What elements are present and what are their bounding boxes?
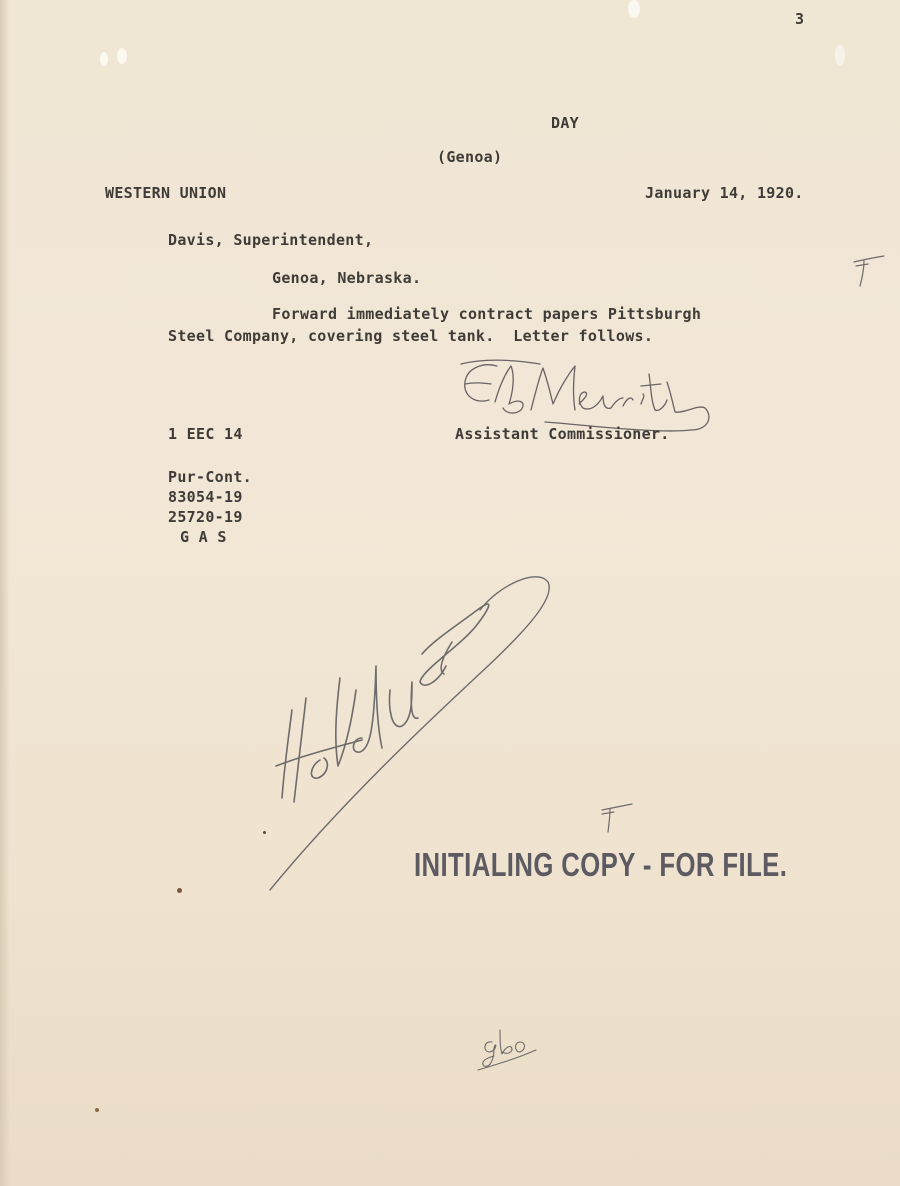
carrier-name: WESTERN UNION — [105, 184, 227, 202]
pencil-filing-initials — [472, 1020, 542, 1076]
pencil-initial-mark — [850, 252, 890, 292]
station-name: (Genoa) — [437, 148, 503, 166]
body-line-2: Steel Company, covering steel tank. Letter follows. — [168, 327, 654, 345]
file-ref-1: Pur-Cont. — [168, 468, 252, 486]
filing-stamp: INITIALING COPY - FOR FILE. — [414, 846, 788, 883]
reference-code: 1 EEC 14 — [168, 425, 243, 443]
recipient-location: Genoa, Nebraska. — [272, 269, 422, 287]
recipient-name: Davis, Superintendent, — [168, 231, 374, 249]
body-line-1: Forward immediately contract papers Pittsburgh — [272, 305, 702, 323]
page-number: 3 — [795, 10, 805, 28]
file-ref-4: G A S — [180, 528, 227, 546]
pencil-initial-mark — [598, 800, 638, 836]
paper-speck — [95, 1108, 99, 1112]
paper-tear — [628, 0, 640, 18]
paper-tear — [100, 52, 108, 66]
paper-edge — [0, 0, 10, 1186]
file-ref-2: 83054-19 — [168, 488, 243, 506]
service-type: DAY — [551, 114, 579, 132]
paper-tear — [117, 48, 127, 64]
signatory-title: Assistant Commissioner. — [455, 425, 670, 443]
paper-speck — [177, 888, 182, 893]
letter-date: January 14, 1920. — [645, 184, 804, 202]
paper-tear — [835, 44, 845, 66]
file-ref-3: 25720-19 — [168, 508, 243, 526]
